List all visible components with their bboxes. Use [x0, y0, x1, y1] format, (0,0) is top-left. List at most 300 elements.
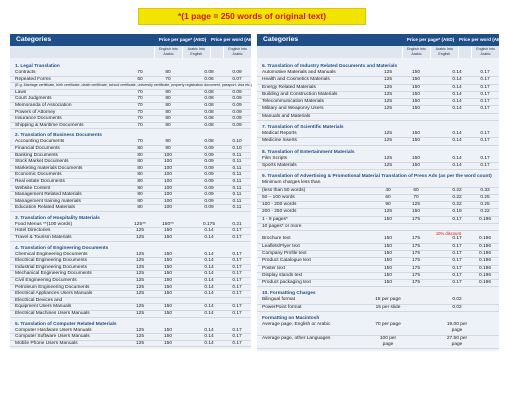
price-cell: 0.14: [204, 264, 214, 270]
price-cell: 0.10: [232, 145, 242, 151]
price-cell: [402, 224, 430, 230]
price-cell: 0.25: [480, 202, 490, 208]
row-label: Laws: [15, 89, 27, 95]
table-header: [257, 34, 505, 58]
price-cell: 0.17: [452, 250, 462, 256]
price-cell: 125**: [134, 221, 146, 227]
price-cell: 150: [383, 265, 392, 271]
price-cell: 0.17: [232, 291, 242, 297]
row-label: Energy Related Materials: [262, 84, 316, 90]
price-cell: 0.17: [232, 271, 242, 277]
price-cell: 19.00 per page: [446, 322, 468, 334]
price-cell: [471, 224, 499, 230]
price-cell: 150: [383, 216, 392, 222]
price-cell: 0.17: [232, 251, 242, 257]
price-cell: 80: [165, 122, 171, 128]
table-row: [10, 304, 251, 311]
row-label: Food Menus **(100 words): [15, 221, 73, 227]
row-label: Average page, English or Arabic: [262, 322, 331, 328]
table-row: [257, 336, 499, 350]
price-cell: 125: [135, 311, 144, 316]
price-cell: 80: [165, 89, 171, 95]
price-cell: 125: [135, 340, 144, 346]
price-cell: 150: [163, 304, 172, 310]
price-cell: 175: [411, 265, 420, 271]
price-cell: 150: [411, 209, 420, 215]
row-label: Military and Weaponry Users: [262, 106, 324, 112]
price-cell: 125: [135, 258, 144, 264]
price-cell: 100: [163, 192, 172, 198]
price-cell: 175: [411, 236, 420, 242]
price-cell: 0.07: [232, 76, 242, 82]
price-cell: 0.196: [478, 258, 491, 264]
price-cell: 90: [165, 139, 171, 145]
row-label: Shipping & Maritime Documents: [15, 122, 84, 128]
row-label: Financial Documents: [15, 145, 60, 151]
price-cell: 90: [165, 145, 171, 151]
table-row: [10, 146, 251, 153]
price-cell: 0.09: [204, 178, 214, 184]
price-cell: 0.08: [204, 122, 214, 128]
price-per-page-header: Price per page* (AED): [154, 34, 211, 46]
price-cell: 0.10: [232, 139, 242, 145]
price-cell: 0.17: [232, 327, 242, 333]
price-cell: 175: [411, 272, 420, 278]
price-cell: 0.11: [232, 198, 242, 204]
row-label: Brochure text: [262, 236, 291, 242]
section-title: 3. Translation of Hospitality Materials: [15, 215, 100, 221]
row-label: Marketing materials Documents: [15, 165, 83, 171]
price-cell: 100: [163, 159, 172, 165]
row-label: Automotive Materials and Manuals: [262, 70, 336, 75]
price-cell: 70: [137, 89, 143, 95]
price-cell: 150: [411, 70, 420, 75]
price-cell: 0.14: [204, 235, 214, 241]
price-cell: 150: [163, 311, 172, 316]
table-row: [10, 258, 251, 265]
price-cell: 0.17: [232, 278, 242, 284]
price-cell: 0.14: [204, 334, 214, 340]
price-cell: 0.19: [452, 209, 462, 215]
price-cell: 0.11: [232, 172, 242, 178]
price-cell: 125: [135, 264, 144, 270]
price-cell: 0.11: [232, 205, 242, 211]
price-cell: 0.25: [480, 194, 490, 200]
table-row: [257, 217, 499, 224]
price-cell: 100: [163, 185, 172, 191]
price-cell: [402, 114, 430, 120]
table-row: [10, 77, 251, 84]
categories-header: Categories: [10, 34, 154, 46]
price-cell: 125: [411, 202, 420, 208]
table-row: [257, 297, 499, 304]
price-cell: 0.17: [452, 258, 462, 264]
table-section: [257, 174, 499, 287]
price-cell: 0.14: [204, 258, 214, 264]
table-row: [10, 291, 251, 298]
row-label: Powers of Attorney: [15, 109, 56, 115]
price-cell: 70 per page: [375, 322, 401, 328]
price-cell: 0.17: [452, 272, 462, 278]
price-cell: 0.09: [232, 102, 242, 108]
price-cell: 0.17: [232, 264, 242, 270]
price-cell: 0.09: [204, 172, 214, 178]
price-cell: 80: [137, 205, 143, 211]
price-cell: 125: [135, 291, 144, 297]
price-cell: 0.14: [452, 162, 462, 168]
price-cell: 100: [163, 165, 172, 171]
price-cell: 150: [411, 99, 420, 105]
row-label: Health and Cosmetics Materials: [262, 77, 330, 83]
price-cell: 0.17: [232, 334, 242, 340]
price-cell: 125: [135, 284, 144, 290]
price-cell: 175: [411, 216, 420, 222]
categories-header: Categories: [257, 34, 402, 46]
eng-ar-subheader: English Into Arabic: [471, 46, 499, 58]
price-cell: 150: [383, 280, 392, 286]
price-cell: 0.11: [232, 185, 242, 191]
price-cell: 0.17: [452, 280, 462, 286]
price-cell: 0.11: [232, 192, 242, 198]
row-label: Telecommunication Materials: [262, 99, 324, 105]
banner-note: *(1 page = 250 words of original text): [138, 8, 366, 25]
right-price-table: [257, 34, 505, 351]
price-cell: 125: [135, 304, 144, 310]
price-cell: 125: [383, 77, 392, 83]
price-cell: 0.175: [202, 221, 215, 227]
price-cell: 0.09: [232, 70, 242, 75]
table-row: [257, 188, 499, 195]
price-cell: 150: [411, 77, 420, 83]
price-cell: 0.09: [204, 165, 214, 171]
price-cell: 90: [385, 202, 391, 208]
price-cell: 0.17: [480, 138, 490, 144]
ar-eng-subheader: Arabic Into English: [430, 46, 458, 58]
table-row: [10, 235, 251, 242]
price-cell: 0.08: [204, 89, 214, 95]
price-cell: 0.08: [204, 139, 214, 145]
price-cell: [223, 298, 251, 304]
price-cell: 150: [411, 138, 420, 144]
row-label: Poster text: [262, 265, 285, 271]
price-cell: 0.196: [478, 250, 491, 256]
price-cell: 0.17: [452, 243, 462, 249]
price-cell: 125: [383, 91, 392, 97]
table-row: [10, 172, 251, 179]
table-row: [257, 138, 499, 145]
price-cell: [154, 298, 182, 304]
price-cell: 0.17: [480, 84, 490, 90]
price-cell: 150: [411, 131, 420, 137]
price-cell: 125: [383, 106, 392, 112]
price-cell: 150: [163, 340, 172, 346]
section-title: 4. Translation of Engineering Documents: [15, 245, 109, 251]
price-cell: 0.14: [452, 70, 462, 75]
row-label: Electrical Appliances Users Manuals: [15, 291, 93, 297]
price-cell: 125: [135, 251, 144, 257]
row-label: Hotel Directories: [15, 228, 51, 234]
price-cell: 0.14: [452, 77, 462, 83]
price-cell: 0.08: [204, 116, 214, 122]
section-title: 5. Translation of Computer Related Materials: [15, 321, 117, 327]
table-section: [10, 64, 251, 129]
table-row: [257, 106, 499, 113]
row-label: 1 - 9 pages*: [262, 216, 288, 222]
table-row: [10, 123, 251, 130]
table-body: [257, 58, 499, 351]
price-cell: 0.17: [452, 236, 462, 242]
price-cell: 125: [383, 155, 392, 161]
price-cell: 60: [137, 76, 143, 82]
table-section: [257, 125, 499, 146]
table-row: [257, 322, 499, 336]
row-label: Real estate Documents: [15, 178, 65, 184]
row-label: Management training materials: [15, 198, 81, 204]
price-cell: 125: [383, 138, 392, 144]
row-label: Petroleum Engineering Documents: [15, 284, 90, 290]
price-cell: 0.06: [204, 76, 214, 82]
price-cell: 0.14: [204, 311, 214, 316]
price-cell: 100: [163, 152, 172, 158]
table-row: [10, 116, 251, 123]
price-cell: 0.17: [452, 265, 462, 271]
section-title: 1. Legal Translation: [15, 64, 60, 69]
discount-note: 10% discount: [435, 231, 461, 237]
price-cell: 125: [383, 84, 392, 90]
price-cell: [471, 297, 499, 303]
table-row: [257, 85, 499, 92]
price-cell: 100: [163, 178, 172, 184]
price-cell: 0.09: [232, 116, 242, 122]
price-cell: 150**: [162, 221, 174, 227]
price-cell: 0.196: [478, 236, 491, 242]
price-cell: 0.08: [204, 96, 214, 102]
price-cell: 150: [163, 291, 172, 297]
price-cell: 175: [411, 258, 420, 264]
price-cell: [443, 114, 471, 120]
row-label: Electrical Engineering Documents: [15, 258, 87, 264]
table-section: [10, 133, 251, 212]
price-cell: [471, 336, 499, 349]
price-cell: 0.11: [232, 159, 242, 165]
price-cell: 150: [163, 264, 172, 270]
price-cell: 0.17: [480, 106, 490, 112]
price-cell: 0.17: [480, 162, 490, 168]
price-cell: 0.09: [232, 96, 242, 102]
price-cell: 0.17: [480, 70, 490, 75]
table-section: [257, 150, 499, 171]
price-cell: 100: [163, 172, 172, 178]
price-cell: 70: [137, 102, 143, 108]
price-cell: 70: [137, 96, 143, 102]
section-title: Formatting on Macintosh: [262, 316, 320, 322]
price-cell: 80: [165, 116, 171, 122]
price-cell: 150: [411, 155, 420, 161]
price-cell: 0.14: [452, 155, 462, 161]
price-cell: 70: [137, 122, 143, 128]
price-cell: 100: [163, 198, 172, 204]
row-label: Travel & Tourism Materials: [15, 235, 72, 241]
price-cell: 0.02: [452, 297, 462, 303]
price-cell: 0.196: [478, 280, 491, 286]
row-label: Medicine Inserts: [262, 138, 297, 144]
row-label: Leaflets/Flyer text: [262, 243, 300, 249]
table-row: [10, 159, 251, 166]
price-cell: 0.17: [232, 304, 242, 310]
left-price-table: [10, 34, 257, 349]
table-row: [10, 83, 251, 90]
price-cell: 0.17: [480, 155, 490, 161]
row-label: Stock Market Documents: [15, 159, 69, 165]
price-cell: 70: [137, 109, 143, 115]
price-cell: 150: [411, 162, 420, 168]
table-section: [257, 291, 499, 312]
price-cell: 0.11: [232, 165, 242, 171]
price-cell: 70: [413, 194, 419, 200]
price-cell: 0.17: [452, 216, 462, 222]
table-row: [257, 224, 499, 231]
row-label: Minimum charges less than: [262, 180, 321, 186]
price-cell: [443, 224, 471, 230]
price-cell: 150: [411, 91, 420, 97]
price-cell: 0.14: [204, 278, 214, 284]
table-row: [257, 114, 499, 121]
price-cell: [195, 298, 223, 304]
price-cell: 0.33: [480, 187, 490, 193]
section-title: 6. Translation of Industry Related Documents and Materials: [262, 64, 398, 69]
row-label: Mobile Phone Users Manuals: [15, 340, 78, 346]
row-label: Equipment Users Manuals: [15, 304, 72, 310]
price-cell: 125: [135, 334, 144, 340]
price-cell: 150: [411, 106, 420, 112]
price-cell: 0.09: [204, 198, 214, 204]
price-cell: 125: [383, 162, 392, 168]
price-cell: 125: [383, 131, 392, 137]
price-cell: 150: [163, 228, 172, 234]
row-label: Contracts: [15, 70, 36, 75]
price-cell: 125: [383, 99, 392, 105]
row-label: PowerPoint format: [262, 304, 302, 310]
price-cell: 0.14: [204, 228, 214, 234]
eng-ar-subheader: English Into Arabic: [154, 46, 182, 58]
table-row: [257, 77, 499, 84]
price-cell: 125: [383, 70, 392, 75]
price-cell: 0.14: [452, 84, 462, 90]
price-cell: 0.09: [204, 145, 214, 151]
price-cell: 15 per page: [375, 297, 401, 303]
row-label: Display stands text: [262, 272, 303, 278]
table-header: [10, 34, 257, 58]
price-cell: 0.14: [452, 131, 462, 137]
price-cell: 150: [163, 258, 172, 264]
price-cell: 150: [383, 272, 392, 278]
price-cell: 0.09: [204, 185, 214, 191]
price-cell: 0.196: [478, 216, 491, 222]
price-cell: 0.14: [204, 284, 214, 290]
price-cell: 150: [383, 258, 392, 264]
price-cell: 80: [137, 165, 143, 171]
row-label: Industrial Engineering Documents: [15, 264, 87, 270]
price-cell: 80: [137, 152, 143, 158]
table-row: [10, 103, 251, 110]
price-cell: [471, 180, 499, 186]
price-cell: 0.09: [204, 159, 214, 165]
row-label: Bilingual format: [262, 297, 296, 303]
price-cell: 0.11: [232, 178, 242, 184]
price-cell: [471, 322, 499, 335]
price-per-word-header: Price per word (AED): [211, 34, 251, 46]
table-row: [10, 96, 251, 103]
row-label: Accounting Documents: [15, 139, 65, 145]
price-cell: 70: [137, 139, 143, 145]
table-row: [10, 311, 251, 318]
price-cell: [471, 305, 499, 311]
price-cell: 80: [137, 172, 143, 178]
price-cell: 150: [383, 250, 392, 256]
price-cell: 27.50 per page: [446, 335, 468, 347]
price-cell: 70: [137, 116, 143, 122]
row-label: 10 pages* or more: [262, 224, 302, 230]
row-label: Banking Documents: [15, 152, 58, 158]
price-cell: 80: [137, 198, 143, 204]
section-title: 8. Translation of Entertainment Materials: [262, 149, 355, 155]
price-cell: 0.22: [452, 194, 462, 200]
row-label: 200 - 250 words: [262, 209, 297, 215]
row-label: Economic Documents: [15, 172, 62, 178]
price-cell: 80: [137, 185, 143, 191]
row-label: Mechanical Engineering Documents: [15, 271, 92, 277]
table-section: [257, 64, 499, 121]
price-cell: 80: [137, 159, 143, 165]
table-section: [10, 246, 251, 318]
price-cell: 150: [163, 284, 172, 290]
price-cell: 80: [137, 192, 143, 198]
price-cell: 0.09: [232, 109, 242, 115]
price-cell: 80: [165, 109, 171, 115]
row-label: Website Content: [15, 185, 51, 191]
price-cell: 80: [165, 96, 171, 102]
row-label: Product Catalogue text: [262, 258, 311, 264]
price-cell: 150: [163, 334, 172, 340]
row-label: Building and Construction Materials: [262, 91, 338, 97]
price-cell: 0.09: [232, 89, 242, 95]
price-cell: 0.14: [204, 327, 214, 333]
price-cell: 100 per page: [379, 335, 397, 347]
price-cell: 150: [163, 235, 172, 241]
table-section: [257, 316, 499, 349]
section-title: 7. Translation of Scientific Materials: [262, 125, 344, 131]
price-cell: 0.08: [204, 70, 214, 75]
price-cell: [471, 114, 499, 120]
price-cell: 70: [165, 76, 171, 82]
row-label: 100 - 200 words: [262, 202, 297, 208]
table-row: [10, 192, 251, 199]
row-label: Manuals and Materials: [262, 113, 311, 119]
price-cell: 0.09: [204, 192, 214, 198]
price-cell: 125: [135, 278, 144, 284]
table-row: [257, 258, 499, 265]
table-row: [257, 305, 499, 312]
price-cell: 125: [135, 271, 144, 277]
price-cell: 0.14: [452, 106, 462, 112]
price-cell: 0.17: [232, 228, 242, 234]
row-label: (E.g. Marriage certificate, birth certificate, death certificate, school certificate, university certificate, property registration document, passport, visa etc.): [15, 83, 253, 88]
price-cell: 0.196: [478, 272, 491, 278]
price-cell: 0.14: [452, 99, 462, 105]
table-row: [257, 244, 499, 251]
price-cell: 0.17: [480, 77, 490, 83]
table-row: [10, 334, 251, 341]
